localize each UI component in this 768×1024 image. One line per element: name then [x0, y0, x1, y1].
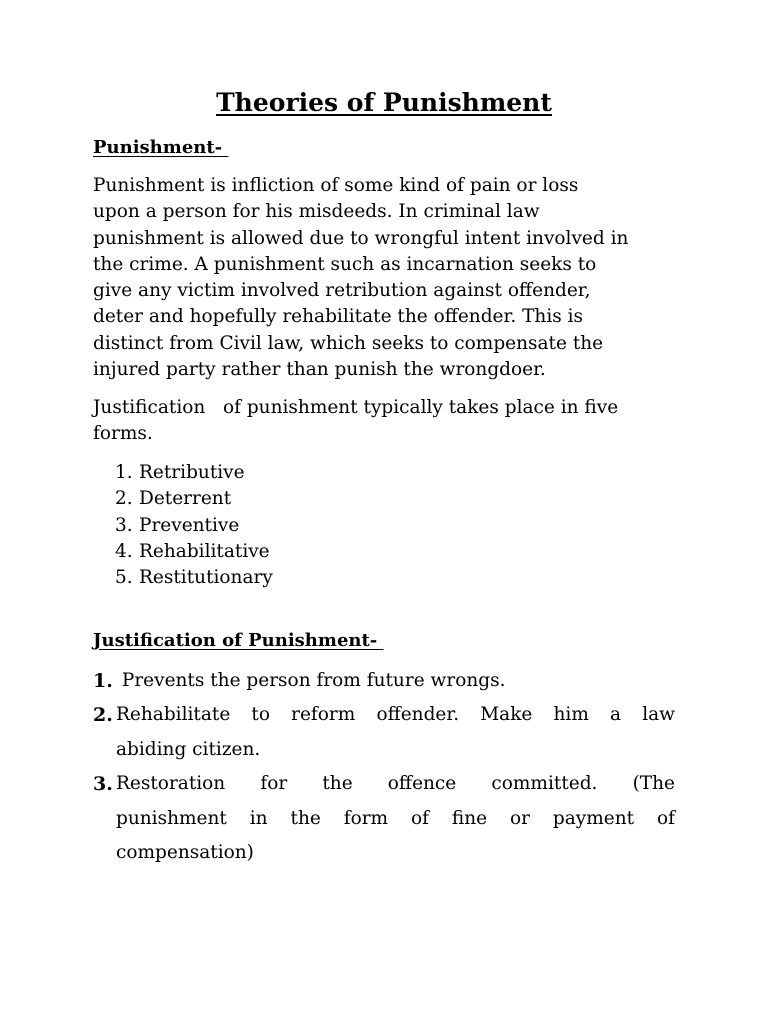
list-item-number: 5. — [115, 567, 133, 589]
justification-line: abiding citizen. — [116, 738, 261, 760]
justification-line: Rehabilitate to reform offender. Make him a law — [116, 704, 675, 725]
page-title: Theories of Punishment — [216, 88, 552, 117]
paragraph-line: Justification of punishment typically takes place in five — [93, 397, 619, 418]
paragraph-line: give any victim involved retribution against offender, — [93, 280, 591, 302]
list-item-label: Restitutionary — [139, 567, 273, 589]
justification-line: Prevents the person from future wrongs. — [116, 670, 506, 691]
justification-item-number: 2. — [93, 704, 113, 726]
paragraph-line: deter and hopefully rehabilitate the offender. This is — [93, 306, 584, 328]
list-item — [115, 565, 273, 591]
justification-item-3 — [93, 767, 675, 871]
justification-line: punishment in the form of fine or payment of — [116, 807, 675, 829]
list-item-label: Deterrent — [139, 488, 232, 510]
list-item — [115, 460, 273, 486]
justification-item-number: 3. — [93, 773, 113, 795]
justification-item-number: 1. — [93, 670, 113, 692]
list-item — [115, 513, 273, 539]
justification-item-1 — [93, 664, 675, 699]
section-heading-justification: Justification of Punishment- — [93, 630, 384, 651]
justification-intro-paragraph — [93, 395, 683, 448]
paragraph-line: forms. — [93, 423, 153, 445]
paragraph-line: the crime. A punishment such as incarnation seeks to — [93, 253, 597, 275]
section-heading-punishment: Punishment- — [93, 137, 229, 158]
justification-line: compensation) — [116, 842, 254, 863]
justification-line: Restoration for the offence committed. (The — [116, 773, 675, 794]
list-item-number: 1. — [115, 462, 133, 483]
list-item-label: Preventive — [139, 514, 240, 536]
punishment-forms-list — [115, 460, 273, 591]
punishment-definition-paragraph — [93, 173, 683, 383]
paragraph-line: distinct from Civil law, which seeks to compensate the — [93, 332, 604, 354]
list-item — [115, 539, 273, 565]
list-item — [115, 486, 273, 512]
justification-item-2 — [93, 698, 675, 767]
justification-item-text — [116, 767, 675, 871]
justification-item-text — [116, 664, 675, 699]
paragraph-line: upon a person for his misdeeds. In criminal law — [93, 201, 540, 223]
list-item-label: Retributive — [139, 462, 245, 483]
list-item-number: 4. — [115, 540, 133, 562]
list-item-label: Rehabilitative — [139, 540, 270, 562]
justification-item-text — [116, 698, 675, 767]
paragraph-line: punishment is allowed due to wrongful intent involved in — [93, 227, 629, 249]
list-item-number: 3. — [115, 514, 133, 536]
paragraph-line: Punishment is infliction of some kind of pain or loss — [93, 175, 579, 196]
list-item-number: 2. — [115, 488, 133, 510]
paragraph-line: injured party rather than punish the wrongdoer. — [93, 359, 546, 381]
